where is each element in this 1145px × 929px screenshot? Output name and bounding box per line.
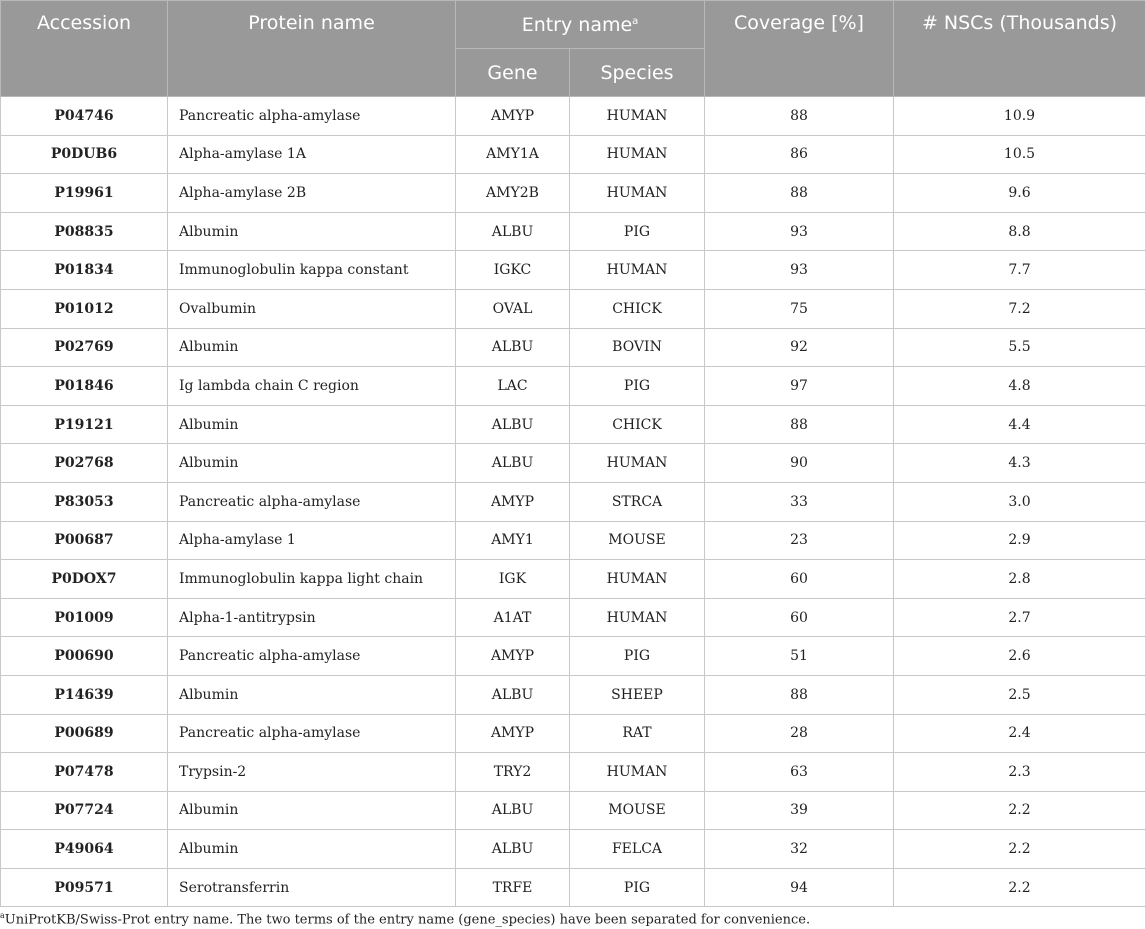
- table-row: [1, 367, 1145, 406]
- cell-coverage: 93: [705, 212, 894, 251]
- cell-species: SHEEP: [570, 675, 705, 714]
- cell-coverage: 32: [705, 830, 894, 869]
- cell-gene: AMY1A: [456, 135, 570, 174]
- cell-nscs: 2.7: [894, 598, 1145, 637]
- cell-gene: IGK: [456, 560, 570, 599]
- header-coverage: Coverage [%]: [705, 1, 894, 97]
- cell-coverage: 92: [705, 328, 894, 367]
- table-footnote: [0, 911, 810, 927]
- cell-protein-name: Alpha-amylase 1: [168, 521, 456, 560]
- cell-gene: AMYP: [456, 482, 570, 521]
- cell-nscs: 2.2: [894, 791, 1145, 830]
- header-entry-name-label: Entry name: [521, 13, 633, 36]
- table-row: [1, 328, 1145, 367]
- cell-accession: P00689: [1, 714, 168, 753]
- cell-coverage: 75: [705, 289, 894, 328]
- cell-species: HUMAN: [570, 560, 705, 599]
- cell-nscs: 2.3: [894, 753, 1145, 792]
- cell-species: FELCA: [570, 830, 705, 869]
- cell-species: STRCA: [570, 482, 705, 521]
- cell-gene: ALBU: [456, 328, 570, 367]
- cell-species: HUMAN: [570, 598, 705, 637]
- cell-accession: P0DOX7: [1, 560, 168, 599]
- cell-protein-name: Alpha-amylase 1A: [168, 135, 456, 174]
- cell-coverage: 86: [705, 135, 894, 174]
- cell-protein-name: Trypsin-2: [168, 753, 456, 792]
- cell-gene: ALBU: [456, 791, 570, 830]
- table-row: [1, 251, 1145, 290]
- cell-species: RAT: [570, 714, 705, 753]
- cell-protein-name: Albumin: [168, 830, 456, 869]
- cell-accession: P00687: [1, 521, 168, 560]
- cell-accession: P02769: [1, 328, 168, 367]
- cell-gene: ALBU: [456, 675, 570, 714]
- cell-coverage: 28: [705, 714, 894, 753]
- cell-nscs: 7.7: [894, 251, 1145, 290]
- cell-gene: ALBU: [456, 405, 570, 444]
- cell-coverage: 90: [705, 444, 894, 483]
- cell-gene: LAC: [456, 367, 570, 406]
- cell-coverage: 88: [705, 97, 894, 136]
- cell-accession: P00690: [1, 637, 168, 676]
- cell-gene: OVAL: [456, 289, 570, 328]
- cell-coverage: 60: [705, 560, 894, 599]
- table-row: [1, 444, 1145, 483]
- cell-coverage: 97: [705, 367, 894, 406]
- table-row: [1, 482, 1145, 521]
- cell-species: PIG: [570, 868, 705, 907]
- header-nscs: # NSCs (Thousands): [894, 1, 1145, 97]
- cell-coverage: 63: [705, 753, 894, 792]
- cell-accession: P01012: [1, 289, 168, 328]
- cell-protein-name: Pancreatic alpha-amylase: [168, 714, 456, 753]
- cell-protein-name: Albumin: [168, 444, 456, 483]
- cell-species: HUMAN: [570, 135, 705, 174]
- cell-protein-name: Immunoglobulin kappa light chain: [168, 560, 456, 599]
- cell-species: MOUSE: [570, 521, 705, 560]
- table-row: [1, 753, 1145, 792]
- cell-accession: P19961: [1, 174, 168, 213]
- cell-nscs: 9.6: [894, 174, 1145, 213]
- cell-protein-name: Ovalbumin: [168, 289, 456, 328]
- cell-coverage: 93: [705, 251, 894, 290]
- cell-accession: P04746: [1, 97, 168, 136]
- cell-nscs: 10.9: [894, 97, 1145, 136]
- cell-protein-name: Pancreatic alpha-amylase: [168, 97, 456, 136]
- table-row: [1, 97, 1145, 136]
- cell-protein-name: Alpha-1-antitrypsin: [168, 598, 456, 637]
- table-row: [1, 521, 1145, 560]
- cell-gene: ALBU: [456, 830, 570, 869]
- cell-nscs: 2.9: [894, 521, 1145, 560]
- header-gene: Gene: [456, 49, 570, 97]
- cell-species: CHICK: [570, 405, 705, 444]
- cell-species: HUMAN: [570, 97, 705, 136]
- cell-species: MOUSE: [570, 791, 705, 830]
- cell-gene: AMY2B: [456, 174, 570, 213]
- cell-protein-name: Albumin: [168, 405, 456, 444]
- table-row: [1, 675, 1145, 714]
- cell-nscs: 4.4: [894, 405, 1145, 444]
- table-row: [1, 212, 1145, 251]
- cell-species: PIG: [570, 212, 705, 251]
- table-header: [1, 1, 1145, 97]
- cell-gene: A1AT: [456, 598, 570, 637]
- cell-coverage: 33: [705, 482, 894, 521]
- cell-species: PIG: [570, 367, 705, 406]
- cell-nscs: 5.5: [894, 328, 1145, 367]
- table-row: [1, 405, 1145, 444]
- cell-accession: P07478: [1, 753, 168, 792]
- cell-accession: P09571: [1, 868, 168, 907]
- cell-protein-name: Albumin: [168, 791, 456, 830]
- cell-gene: TRFE: [456, 868, 570, 907]
- header-entry-name: [456, 1, 705, 49]
- table-row: [1, 830, 1145, 869]
- cell-gene: AMYP: [456, 714, 570, 753]
- cell-coverage: 23: [705, 521, 894, 560]
- cell-nscs: 2.5: [894, 675, 1145, 714]
- cell-coverage: 51: [705, 637, 894, 676]
- cell-nscs: 4.8: [894, 367, 1145, 406]
- cell-nscs: 2.4: [894, 714, 1145, 753]
- cell-gene: AMYP: [456, 637, 570, 676]
- cell-coverage: 88: [705, 405, 894, 444]
- cell-accession: P49064: [1, 830, 168, 869]
- cell-protein-name: Serotransferrin: [168, 868, 456, 907]
- cell-accession: P01009: [1, 598, 168, 637]
- cell-gene: ALBU: [456, 444, 570, 483]
- cell-species: CHICK: [570, 289, 705, 328]
- cell-gene: IGKC: [456, 251, 570, 290]
- cell-coverage: 39: [705, 791, 894, 830]
- cell-nscs: 2.2: [894, 830, 1145, 869]
- cell-nscs: 4.3: [894, 444, 1145, 483]
- table-row: [1, 289, 1145, 328]
- cell-coverage: 94: [705, 868, 894, 907]
- cell-accession: P01834: [1, 251, 168, 290]
- cell-coverage: 88: [705, 675, 894, 714]
- cell-protein-name: Ig lambda chain C region: [168, 367, 456, 406]
- cell-nscs: 7.2: [894, 289, 1145, 328]
- table-row: [1, 598, 1145, 637]
- table-row: [1, 868, 1145, 907]
- cell-accession: P02768: [1, 444, 168, 483]
- cell-gene: ALBU: [456, 212, 570, 251]
- cell-gene: AMY1: [456, 521, 570, 560]
- cell-nscs: 2.2: [894, 868, 1145, 907]
- cell-protein-name: Albumin: [168, 328, 456, 367]
- cell-gene: TRY2: [456, 753, 570, 792]
- cell-protein-name: Albumin: [168, 675, 456, 714]
- cell-protein-name: Pancreatic alpha-amylase: [168, 482, 456, 521]
- table-row: [1, 174, 1145, 213]
- cell-protein-name: Pancreatic alpha-amylase: [168, 637, 456, 676]
- cell-protein-name: Alpha-amylase 2B: [168, 174, 456, 213]
- cell-coverage: 88: [705, 174, 894, 213]
- cell-species: HUMAN: [570, 444, 705, 483]
- cell-nscs: 10.5: [894, 135, 1145, 174]
- table-row: [1, 637, 1145, 676]
- cell-accession: P0DUB6: [1, 135, 168, 174]
- cell-coverage: 60: [705, 598, 894, 637]
- cell-accession: P01846: [1, 367, 168, 406]
- cell-accession: P14639: [1, 675, 168, 714]
- footnote-text: UniProtKB/Swiss-Prot entry name. The two terms of the entry name (gene_species) have been separated for convenience.: [4, 912, 811, 928]
- cell-nscs: 2.6: [894, 637, 1145, 676]
- table-row: [1, 135, 1145, 174]
- cell-species: PIG: [570, 637, 705, 676]
- cell-species: BOVIN: [570, 328, 705, 367]
- table-row: [1, 791, 1145, 830]
- footnote-mark: a: [0, 911, 5, 920]
- cell-accession: P19121: [1, 405, 168, 444]
- cell-nscs: 2.8: [894, 560, 1145, 599]
- table-row: [1, 560, 1145, 599]
- cell-nscs: 8.8: [894, 212, 1145, 251]
- header-protein-name: Protein name: [168, 1, 456, 97]
- cell-gene: AMYP: [456, 97, 570, 136]
- header-species: Species: [570, 49, 705, 97]
- cell-accession: P07724: [1, 791, 168, 830]
- cell-protein-name: Albumin: [168, 212, 456, 251]
- cell-species: HUMAN: [570, 174, 705, 213]
- header-entry-name-footnote-mark: a: [632, 15, 639, 27]
- header-accession: Accession: [1, 1, 168, 97]
- table-row: [1, 714, 1145, 753]
- cell-accession: P83053: [1, 482, 168, 521]
- cell-protein-name: Immunoglobulin kappa constant: [168, 251, 456, 290]
- table-body: [1, 97, 1145, 907]
- cell-nscs: 3.0: [894, 482, 1145, 521]
- cell-species: HUMAN: [570, 753, 705, 792]
- cell-accession: P08835: [1, 212, 168, 251]
- cell-species: HUMAN: [570, 251, 705, 290]
